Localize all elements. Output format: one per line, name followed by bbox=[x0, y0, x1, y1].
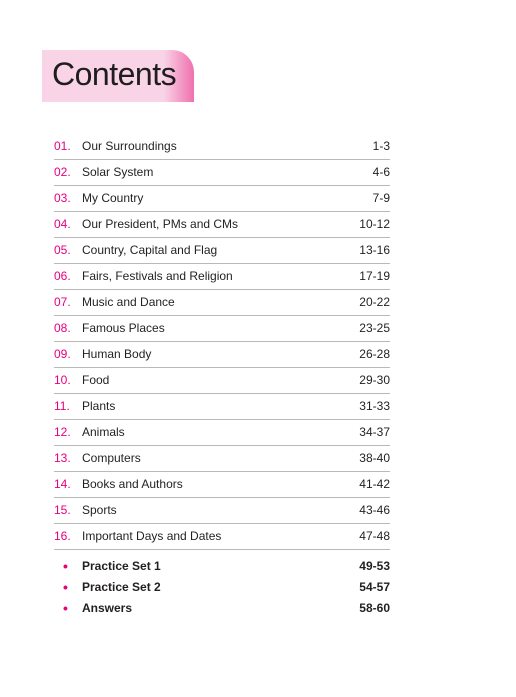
toc-row[interactable] bbox=[54, 342, 390, 368]
toc-number: 09. bbox=[54, 347, 71, 361]
toc-row[interactable] bbox=[54, 394, 390, 420]
toc-number: 13. bbox=[54, 451, 71, 465]
bullet-icon: • bbox=[63, 600, 68, 616]
extras-list bbox=[54, 556, 390, 619]
page-title: Contents bbox=[52, 56, 177, 92]
toc-pages: 1-3 bbox=[372, 139, 390, 153]
toc-number: 08. bbox=[54, 321, 71, 335]
toc-pages: 10-12 bbox=[359, 217, 390, 231]
toc-pages: 4-6 bbox=[372, 165, 390, 179]
extras-title: Answers bbox=[82, 601, 133, 615]
toc-number: 04. bbox=[54, 217, 71, 231]
extras-pages: 54-57 bbox=[359, 580, 390, 594]
extras-row[interactable] bbox=[54, 577, 390, 598]
toc-number: 12. bbox=[54, 425, 71, 439]
toc-row[interactable] bbox=[54, 420, 390, 446]
toc-number: 01. bbox=[54, 139, 71, 153]
toc-title: Our President, PMs and CMs bbox=[82, 217, 239, 231]
toc-pages: 7-9 bbox=[372, 191, 390, 205]
toc-title: Plants bbox=[82, 399, 116, 413]
toc-pages: 41-42 bbox=[359, 477, 390, 491]
toc-title: Animals bbox=[82, 425, 125, 439]
contents-title-box bbox=[42, 50, 194, 102]
toc-row[interactable] bbox=[54, 472, 390, 498]
toc-row[interactable] bbox=[54, 498, 390, 524]
toc-list bbox=[54, 134, 390, 550]
toc-row[interactable] bbox=[54, 316, 390, 342]
toc-number: 05. bbox=[54, 243, 71, 257]
toc-number: 10. bbox=[54, 373, 71, 387]
toc-title: Books and Authors bbox=[82, 477, 183, 491]
toc-row[interactable] bbox=[54, 186, 390, 212]
toc-title: Food bbox=[82, 373, 110, 387]
toc-row[interactable] bbox=[54, 524, 390, 550]
toc-number: 16. bbox=[54, 529, 71, 543]
toc-title: Important Days and Dates bbox=[82, 529, 222, 543]
toc-title: Country, Capital and Flag bbox=[82, 243, 218, 257]
toc-row[interactable] bbox=[54, 290, 390, 316]
toc-pages: 13-16 bbox=[359, 243, 390, 257]
extras-title: Practice Set 1 bbox=[82, 559, 161, 573]
toc-pages: 38-40 bbox=[359, 451, 390, 465]
toc-title: Human Body bbox=[82, 347, 152, 361]
toc-row[interactable] bbox=[54, 160, 390, 186]
toc-title: Sports bbox=[82, 503, 117, 517]
toc-number: 06. bbox=[54, 269, 71, 283]
toc-title: My Country bbox=[82, 191, 144, 205]
toc-pages: 23-25 bbox=[359, 321, 390, 335]
toc-row[interactable] bbox=[54, 446, 390, 472]
toc-number: 14. bbox=[54, 477, 71, 491]
toc-pages: 34-37 bbox=[359, 425, 390, 439]
toc-pages: 31-33 bbox=[359, 399, 390, 413]
toc-pages: 47-48 bbox=[359, 529, 390, 543]
extras-row[interactable] bbox=[54, 598, 390, 619]
toc-title: Music and Dance bbox=[82, 295, 175, 309]
toc-row[interactable] bbox=[54, 212, 390, 238]
toc-pages: 26-28 bbox=[359, 347, 390, 361]
toc-pages: 43-46 bbox=[359, 503, 390, 517]
toc-title: Solar System bbox=[82, 165, 154, 179]
extras-pages: 58-60 bbox=[359, 601, 390, 615]
toc-title: Computers bbox=[82, 451, 141, 465]
toc-number: 11. bbox=[54, 399, 70, 413]
extras-title: Practice Set 2 bbox=[82, 580, 161, 594]
toc-title: Fairs, Festivals and Religion bbox=[82, 269, 233, 283]
bullet-icon: • bbox=[63, 579, 68, 595]
toc-pages: 29-30 bbox=[359, 373, 390, 387]
toc-number: 03. bbox=[54, 191, 71, 205]
toc-row[interactable] bbox=[54, 134, 390, 160]
extras-pages: 49-53 bbox=[359, 559, 390, 573]
toc-row[interactable] bbox=[54, 238, 390, 264]
toc-row[interactable] bbox=[54, 264, 390, 290]
toc-number: 02. bbox=[54, 165, 71, 179]
toc-pages: 20-22 bbox=[359, 295, 390, 309]
extras-row[interactable] bbox=[54, 556, 390, 577]
toc-number: 15. bbox=[54, 503, 71, 517]
toc-title: Our Surroundings bbox=[82, 139, 177, 153]
toc-pages: 17-19 bbox=[359, 269, 390, 283]
toc-title: Famous Places bbox=[82, 321, 165, 335]
toc-row[interactable] bbox=[54, 368, 390, 394]
toc-number: 07. bbox=[54, 295, 71, 309]
bullet-icon: • bbox=[63, 558, 68, 574]
